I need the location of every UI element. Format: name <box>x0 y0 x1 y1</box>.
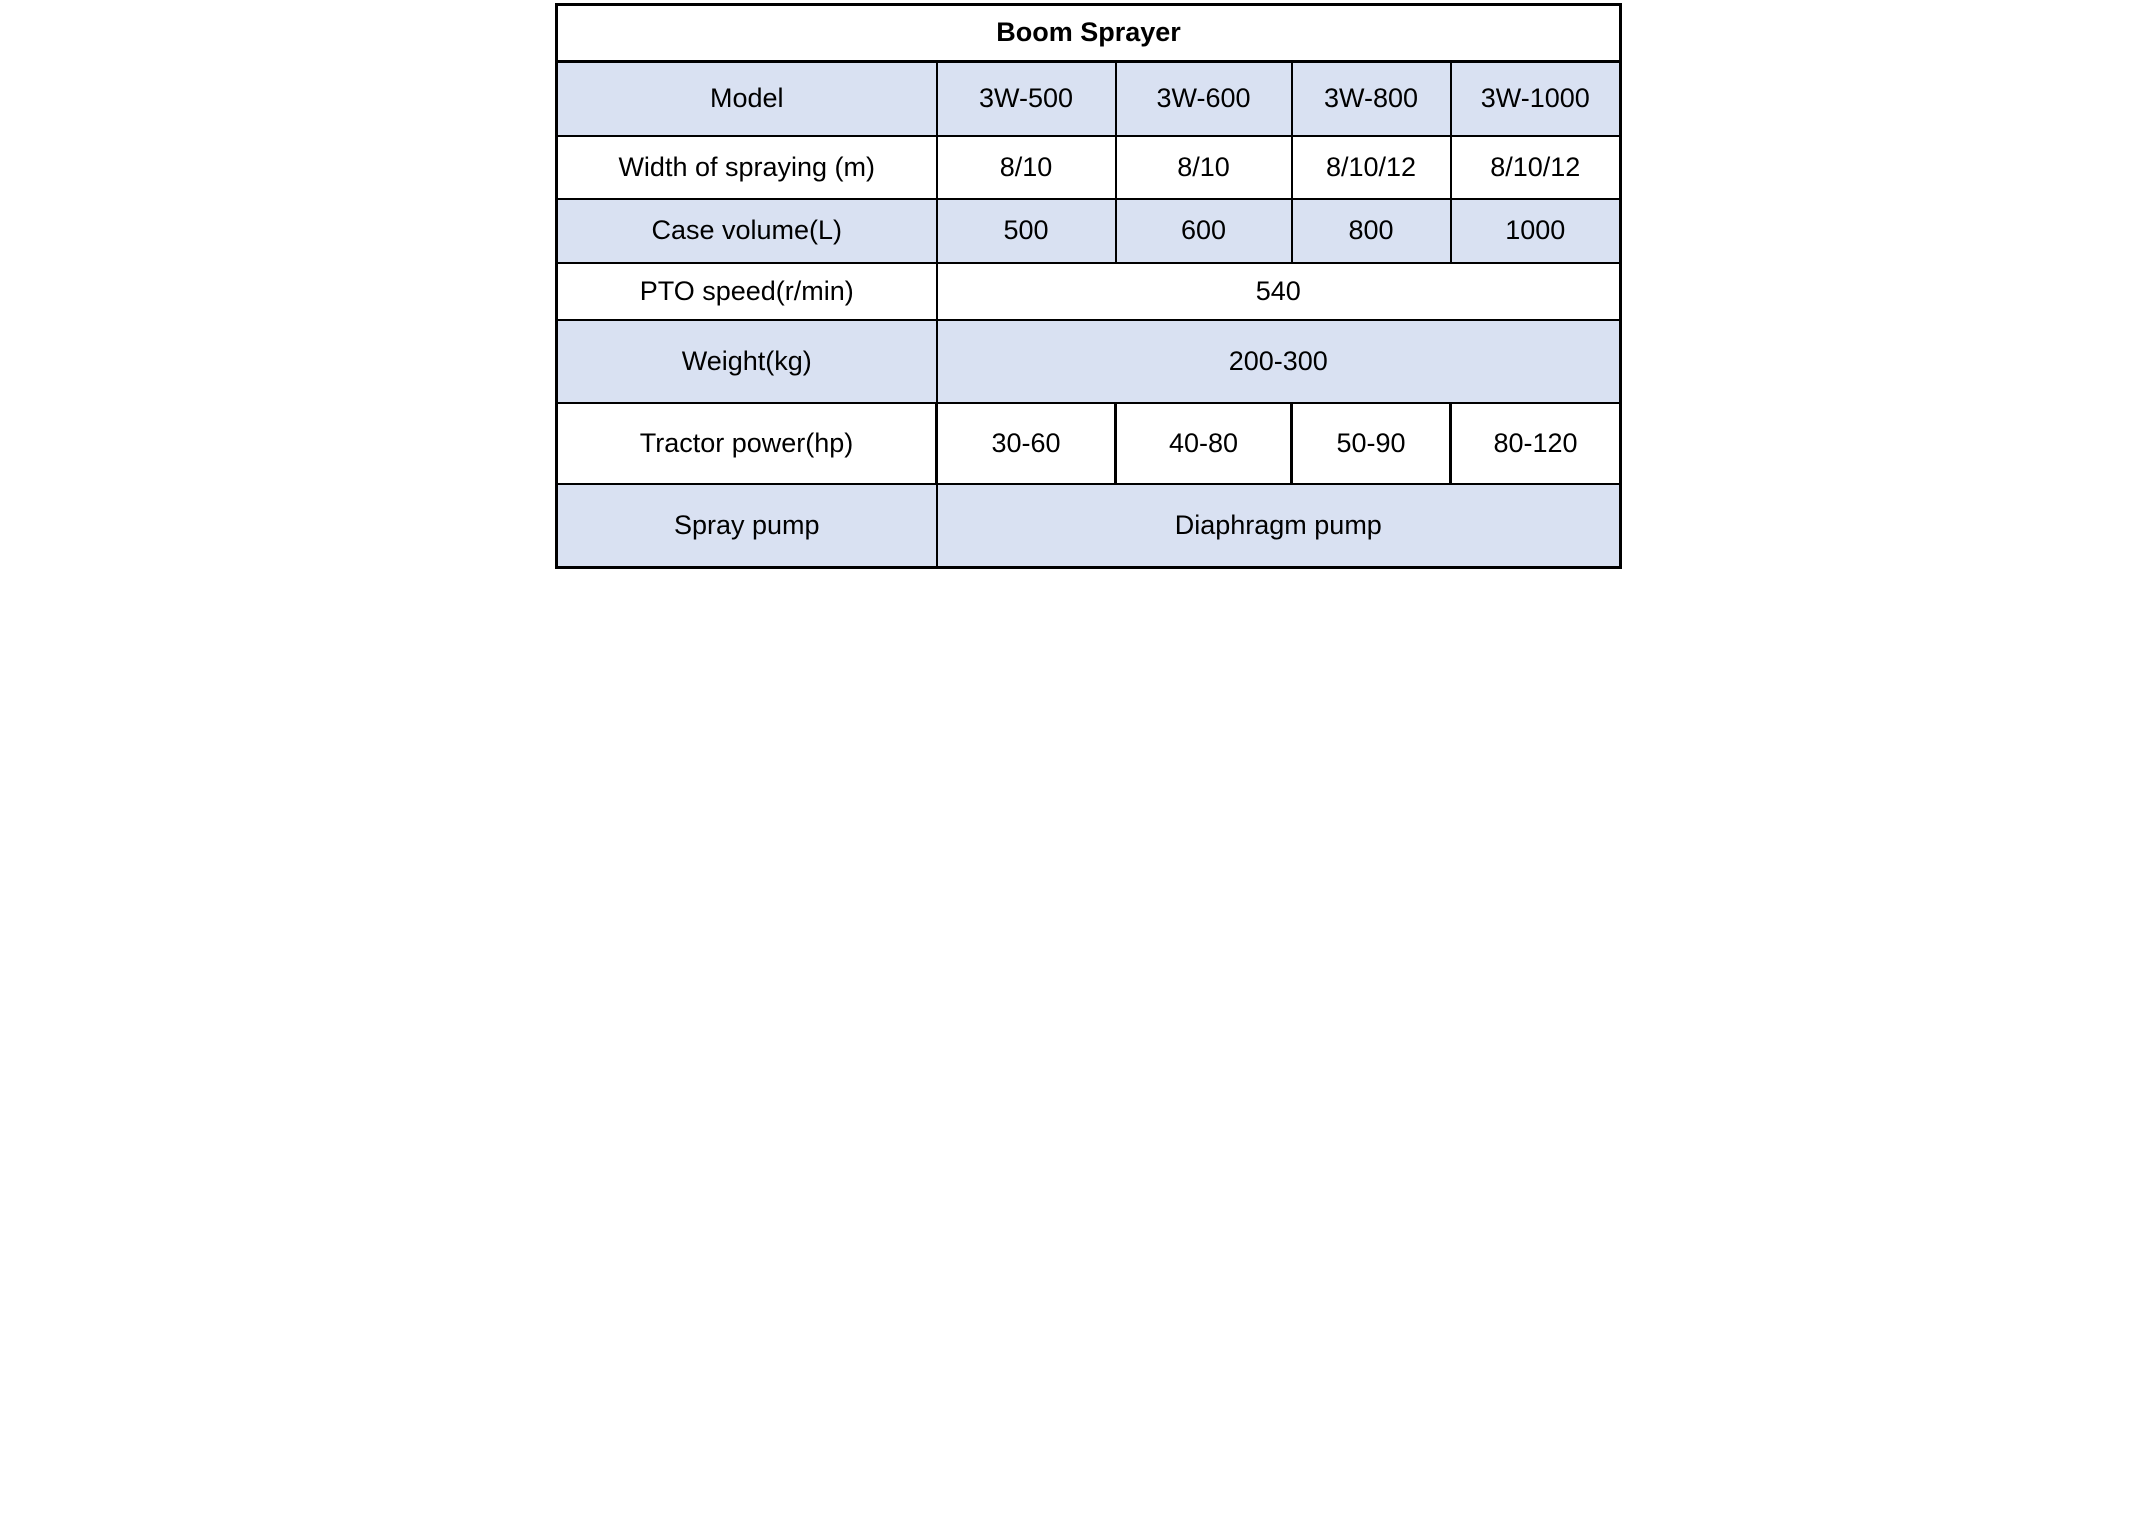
spec-table <box>555 3 1622 569</box>
row-label: Spray pump <box>557 484 937 568</box>
table-row-pto-speed <box>557 263 1621 320</box>
cell: 200-300 <box>937 320 1621 403</box>
cell: Diaphragm pump <box>937 484 1621 568</box>
table-title: Boom Sprayer <box>557 5 1621 62</box>
cell: 30-60 <box>937 403 1116 484</box>
cell: 600 <box>1116 199 1292 263</box>
cell: 8/10/12 <box>1292 136 1451 199</box>
cell: 8/10 <box>1116 136 1292 199</box>
cell: 8/10/12 <box>1451 136 1621 199</box>
cell: 800 <box>1292 199 1451 263</box>
cell: 540 <box>937 263 1621 320</box>
cell: 3W-1000 <box>1451 62 1621 137</box>
row-label: Case volume(L) <box>557 199 937 263</box>
title-row <box>557 5 1621 62</box>
cell: 50-90 <box>1292 403 1451 484</box>
table-row-case-volume <box>557 199 1621 263</box>
table-row-tractor-power <box>557 403 1621 484</box>
table-row-model <box>557 62 1621 137</box>
cell: 3W-500 <box>937 62 1116 137</box>
cell: 8/10 <box>937 136 1116 199</box>
cell: 1000 <box>1451 199 1621 263</box>
row-label: Model <box>557 62 937 137</box>
cell: 500 <box>937 199 1116 263</box>
row-label: Weight(kg) <box>557 320 937 403</box>
table-row-weight <box>557 320 1621 403</box>
cell: 3W-600 <box>1116 62 1292 137</box>
cell: 40-80 <box>1116 403 1292 484</box>
row-label: Tractor power(hp) <box>557 403 937 484</box>
cell: 80-120 <box>1451 403 1621 484</box>
table-row-spray-pump <box>557 484 1621 568</box>
row-label: PTO speed(r/min) <box>557 263 937 320</box>
row-label: Width of spraying (m) <box>557 136 937 199</box>
cell: 3W-800 <box>1292 62 1451 137</box>
table-row-width <box>557 136 1621 199</box>
